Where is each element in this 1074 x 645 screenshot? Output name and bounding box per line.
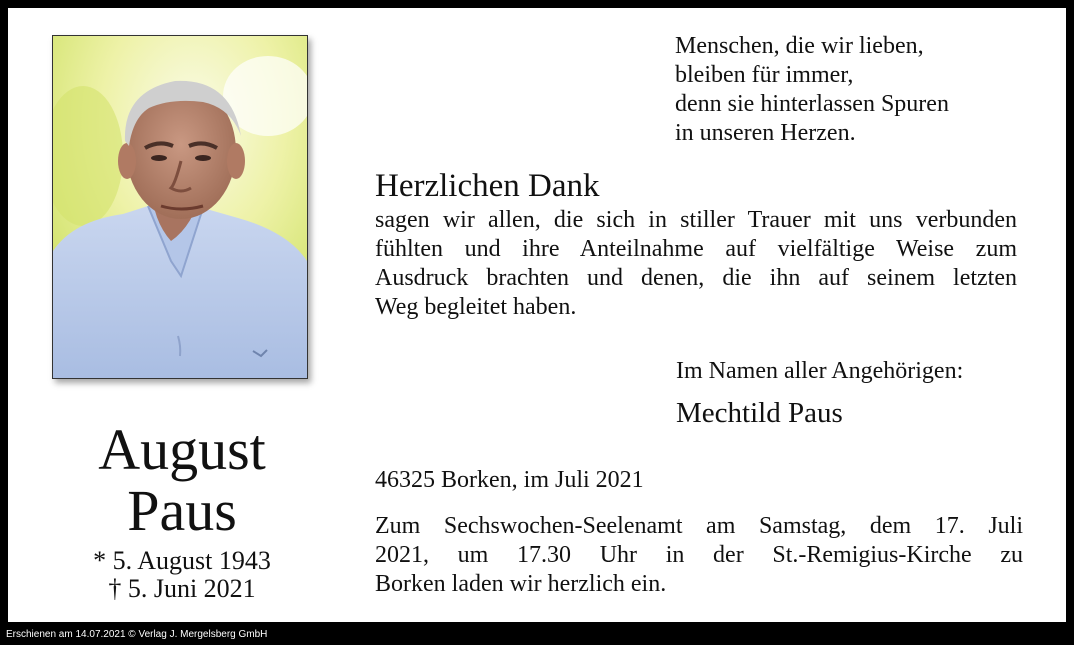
- poem-line: bleiben für immer,: [675, 62, 854, 88]
- birth-date: * 5. August 1943: [93, 546, 271, 575]
- memorial-poem: [675, 32, 949, 148]
- portrait-photo: [52, 35, 308, 379]
- deceased-last-name: Paus: [127, 478, 237, 543]
- mass-line: 2021, um 17.30 Uhr in der St.-Remigius-Kirche zu: [375, 542, 1023, 568]
- thanks-text: [375, 206, 1017, 322]
- mass-invitation: [375, 512, 1023, 599]
- mass-line: Zum Sechswochen-Seelenamt am Samstag, dem 17. Juli: [375, 513, 1023, 539]
- poem-line: denn sie hinterlassen Spuren: [675, 91, 949, 117]
- deceased-first-name: August: [98, 417, 266, 482]
- publication-footer: Erschienen am 14.07.2021 © Verlag J. Mergelsberg GmbH: [6, 629, 268, 640]
- signer-name: Mechtild Paus: [676, 397, 843, 429]
- portrait-illustration: [53, 36, 307, 378]
- thanks-line: sagen wir allen, die sich in stiller Trauer mit uns verbunden: [375, 207, 1017, 233]
- thanks-line: Ausdruck brachten und denen, die ihn auf seinem letzten: [375, 265, 1017, 291]
- signoff-text: Im Namen aller Angehörigen:: [676, 358, 964, 384]
- mass-line: Borken laden wir herzlich ein.: [375, 571, 667, 597]
- poem-line: in unseren Herzen.: [675, 120, 856, 146]
- thanks-heading: Herzlichen Dank: [375, 168, 600, 204]
- thanks-line: fühlten und ihre Anteilnahme auf vielfältige Weise zum: [375, 236, 1017, 262]
- death-date: † 5. Juni 2021: [108, 574, 256, 603]
- thanks-line: Weg begleitet haben.: [375, 294, 577, 320]
- poem-line: Menschen, die wir lieben,: [675, 33, 924, 59]
- place-date: 46325 Borken, im Juli 2021: [375, 467, 644, 493]
